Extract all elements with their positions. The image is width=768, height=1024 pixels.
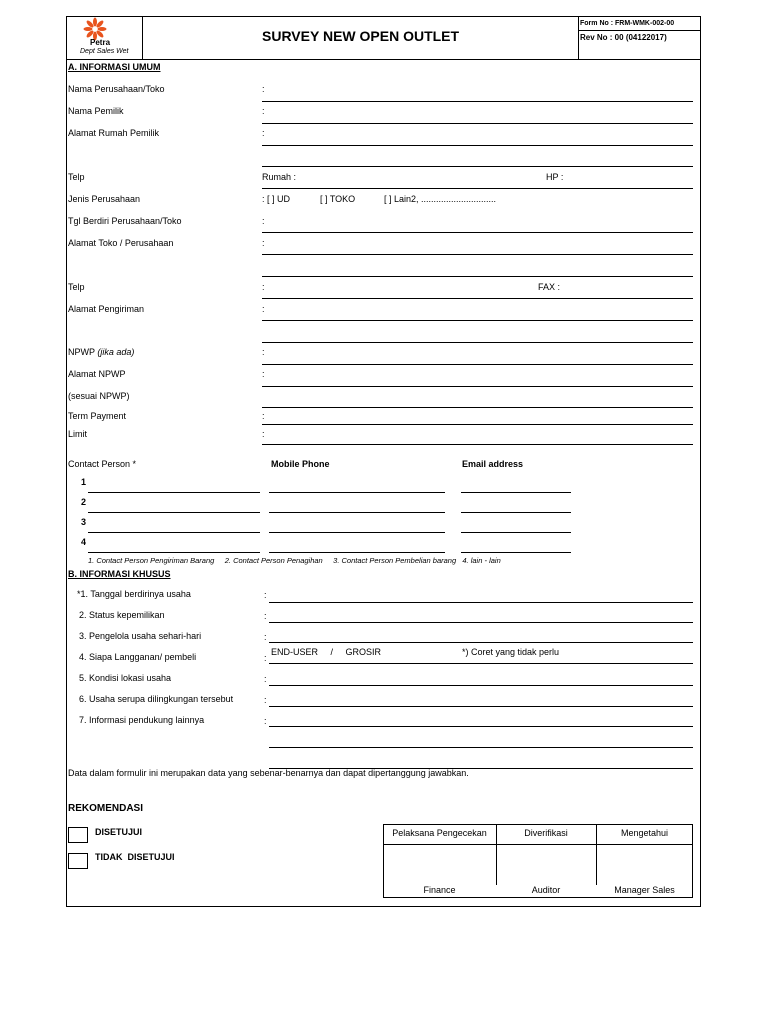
- signature-header-pelaksana: Pelaksana Pengecekan: [392, 828, 487, 838]
- email-line[interactable]: [461, 532, 571, 533]
- label-siapa-langganan: 4. Siapa Langganan/ pembeli: [79, 652, 197, 662]
- colon: :: [262, 282, 265, 292]
- declaration-text: Data dalam formulir ini merupakan data yang sebenar-benarnya dan dapat dipertanggung jawabkan.: [68, 768, 469, 778]
- input-line-telp[interactable]: [262, 188, 693, 189]
- rejected-checkbox[interactable]: [68, 853, 88, 869]
- colon: :: [264, 695, 267, 705]
- colon: :: [264, 716, 267, 726]
- input-line-alamat-rumah-2[interactable]: [262, 166, 693, 167]
- contact-person-line[interactable]: [88, 492, 260, 493]
- email-line[interactable]: [461, 552, 571, 553]
- email-line[interactable]: [461, 492, 571, 493]
- colon: :: [264, 653, 267, 663]
- label-kondisi-lokasi: 5. Kondisi lokasi usaha: [79, 673, 172, 683]
- header-divider-left: [142, 16, 143, 60]
- signature-box-finance[interactable]: [384, 845, 495, 885]
- mobile-phone-header: Mobile Phone: [271, 459, 330, 469]
- page-title: SURVEY NEW OPEN OUTLET: [262, 28, 460, 44]
- input-line-nama-pemilik[interactable]: [262, 123, 693, 124]
- customer-type-options[interactable]: END-USER / GROSIR: [271, 647, 382, 657]
- section-b-title: B. INFORMASI KHUSUS: [68, 569, 171, 579]
- approved-checkbox[interactable]: [68, 827, 88, 843]
- input-line-telp-toko[interactable]: [262, 298, 693, 299]
- input-line-limit[interactable]: [262, 444, 693, 445]
- header-divider-right: [578, 16, 579, 60]
- input-line-alamat-toko-1[interactable]: [262, 254, 693, 255]
- form-number: Form No : FRM-WMK-002-00: [580, 20, 675, 27]
- colon: :: [264, 611, 267, 621]
- header-divider-form: [578, 30, 701, 31]
- label-tanggal-berdiri-usaha: *1. Tanggal berdirinya usaha: [77, 589, 191, 599]
- input-line-alamat-npwp[interactable]: [262, 386, 693, 387]
- input-line-nama-perusahaan[interactable]: [262, 101, 693, 102]
- input-line-alamat-pengiriman-2[interactable]: [262, 342, 693, 343]
- colon: :: [262, 347, 265, 357]
- label-npwp: NPWP (jika ada): [68, 347, 135, 357]
- colon: :: [262, 216, 265, 226]
- input-line-term-payment[interactable]: [262, 424, 693, 425]
- contact-row-number: 4: [81, 537, 87, 547]
- input-line-npwp[interactable]: [262, 364, 693, 365]
- section-a-title: A. INFORMASI UMUM: [68, 62, 161, 72]
- option-lain[interactable]: [ ] Lain2, ..............................: [384, 194, 497, 204]
- customer-type-note: *) Coret yang tidak perlu: [462, 647, 560, 657]
- input-line-b3[interactable]: [269, 642, 693, 643]
- input-line-b4[interactable]: [269, 663, 693, 664]
- revision-number: Rev No : 00 (04122017): [580, 33, 667, 42]
- header-bottom-line: [66, 59, 701, 60]
- rejected-label: TIDAK DISETUJUI: [95, 852, 175, 862]
- approved-label: DISETUJUI: [95, 827, 143, 837]
- input-line-b7-2[interactable]: [269, 747, 693, 748]
- email-line[interactable]: [461, 512, 571, 513]
- label-limit: Limit: [68, 429, 88, 439]
- contact-person-line[interactable]: [88, 552, 260, 553]
- colon: :: [262, 106, 265, 116]
- label-telp-hp: HP :: [546, 172, 564, 182]
- recommendation-title: REKOMENDASI: [68, 803, 144, 814]
- mobile-phone-line[interactable]: [269, 552, 445, 553]
- input-line-alamat-rumah-1[interactable]: [262, 145, 693, 146]
- input-line-alamat-npwp-2[interactable]: [262, 407, 693, 408]
- label-telp-toko: Telp: [68, 282, 85, 292]
- signature-header-diverifikasi: Diverifikasi: [524, 828, 568, 838]
- option-ud[interactable]: : [ ] UD: [262, 194, 291, 204]
- label-alamat-pengiriman: Alamat Pengiriman: [68, 304, 145, 314]
- colon: :: [262, 369, 265, 379]
- contact-row-number: 3: [81, 517, 87, 527]
- input-line-tgl-berdiri[interactable]: [262, 232, 693, 233]
- label-alamat-npwp: Alamat NPWP: [68, 369, 126, 379]
- colon: :: [262, 84, 265, 94]
- contact-row-number: 2: [81, 497, 87, 507]
- label-alamat-toko: Alamat Toko / Perusahaan: [68, 238, 174, 248]
- label-term-payment: Term Payment: [68, 411, 127, 421]
- input-line-alamat-toko-2[interactable]: [262, 276, 693, 277]
- contact-row-number: 1: [81, 477, 87, 487]
- label-nama-perusahaan: Nama Perusahaan/Toko: [68, 84, 165, 94]
- label-fax: FAX :: [538, 282, 561, 292]
- email-header: Email address: [462, 459, 524, 469]
- signature-role-finance: Finance: [423, 885, 456, 895]
- colon: :: [264, 674, 267, 684]
- input-line-b7-1[interactable]: [269, 726, 693, 727]
- mobile-phone-line[interactable]: [269, 512, 445, 513]
- colon: :: [264, 590, 267, 600]
- colon: :: [264, 632, 267, 642]
- label-informasi-pendukung: 7. Informasi pendukung lainnya: [79, 715, 205, 725]
- label-jenis-perusahaan: Jenis Perusahaan: [68, 194, 141, 204]
- input-line-b5[interactable]: [269, 685, 693, 686]
- signature-role-manager: Manager Sales: [614, 885, 675, 895]
- colon: :: [262, 238, 265, 248]
- mobile-phone-line[interactable]: [269, 492, 445, 493]
- input-line-b6[interactable]: [269, 706, 693, 707]
- option-toko[interactable]: [ ] TOKO: [320, 194, 356, 204]
- label-telp: Telp: [68, 172, 85, 182]
- contact-person-header: Contact Person *: [68, 459, 137, 469]
- signature-header-mengetahui: Mengetahui: [620, 828, 669, 838]
- colon: :: [262, 411, 265, 421]
- label-status-kepemilikan: 2. Status kepemilikan: [79, 610, 165, 620]
- signature-role-auditor: Auditor: [531, 885, 561, 895]
- contact-person-line[interactable]: [88, 532, 260, 533]
- label-tgl-berdiri: Tgl Berdiri Perusahaan/Toko: [68, 216, 182, 226]
- label-nama-pemilik: Nama Pemilik: [68, 106, 124, 116]
- contact-person-line[interactable]: [88, 512, 260, 513]
- signature-box-auditor[interactable]: [497, 845, 595, 885]
- company-name: Petra: [90, 38, 111, 47]
- label-usaha-serupa: 6. Usaha serupa dilingkungan tersebut: [79, 694, 234, 704]
- input-line-b2[interactable]: [269, 622, 693, 623]
- label-sesuai-npwp: (sesuai NPWP): [68, 391, 130, 401]
- mobile-phone-line[interactable]: [269, 532, 445, 533]
- signature-box-manager[interactable]: [597, 845, 692, 885]
- department-name: Dept Sales Wet: [80, 48, 129, 55]
- colon: :: [262, 429, 265, 439]
- colon: :: [262, 304, 265, 314]
- contact-footnote: 1. Contact Person Pengiriman Barang 2. Contact Person Penagihan 3. Contact Person Pembelian barang 4. lain - lain: [88, 556, 501, 565]
- colon: :: [262, 128, 265, 138]
- label-telp-rumah: Rumah :: [262, 172, 297, 182]
- label-alamat-rumah: Alamat Rumah Pemilik: [68, 128, 160, 138]
- input-line-alamat-pengiriman-1[interactable]: [262, 320, 693, 321]
- input-line-b1[interactable]: [269, 602, 693, 603]
- label-pengelola-usaha: 3. Pengelola usaha sehari-hari: [79, 631, 202, 641]
